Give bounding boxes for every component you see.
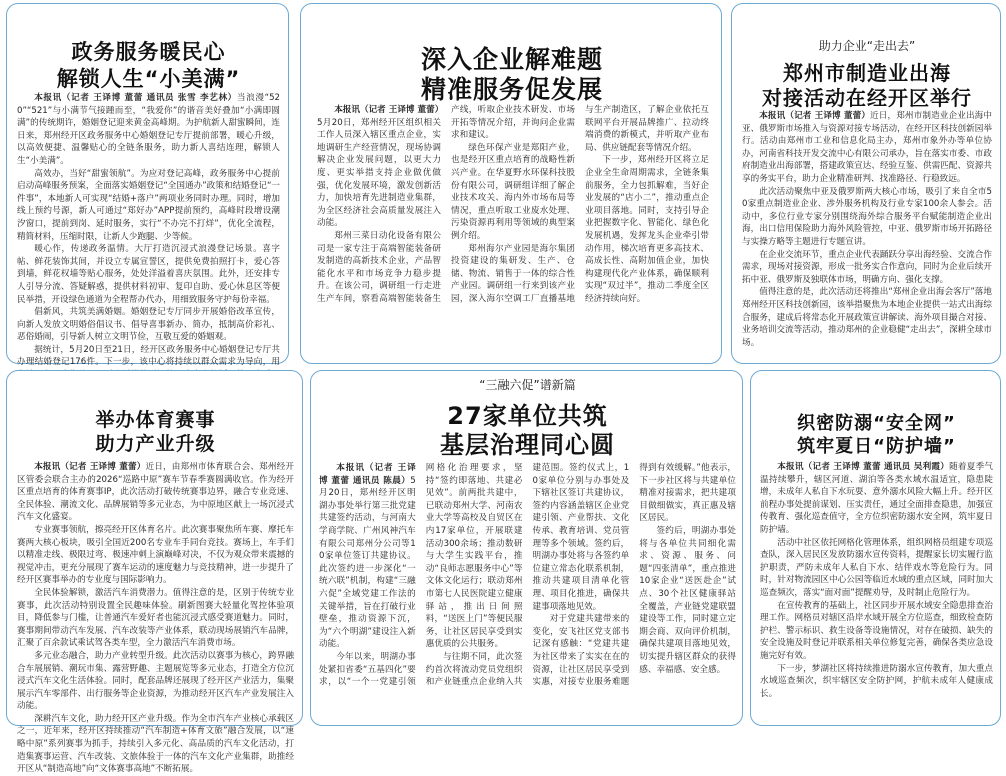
article-title-line1: 27家单位共筑 <box>447 402 608 430</box>
paragraph: 绿色环保产业是郑阳产业，也是经开区重点培育的战略性新兴产业。在华夏野水环保科技股份有限公司，调研组详细了解企业技术攻关、海内外市场布局等情况，重点听取工业废水处理、污染资源再利用等领域的典型案例介绍。 <box>451 142 575 241</box>
paragraph: 全民体验解锁，激活汽车消费潜力。值得注意的是，区别于传统专业赛事，此次活动特别设置全民趣味体验。刷新图赛大轻量化驾控体验项目，降低参与门槛，让普通汽车爱好者也能沉浸式感受赛道魅力。同时，赛事期间带动汽车发展、汽车改装等产业体系，联动现场展销汽车品牌，汇聚了百余款试乘试驾各类车型，全力激活汽车消费市场。 <box>17 587 294 649</box>
article-body <box>319 462 736 719</box>
paragraph: 5月20日，郑州经开区组织相关工作人员深入辖区重点企业，实地调研生产经营情况，现场协调解决企业发展问题，以更大力度、更实举措支持企业做优做强，优化发展环境，激发创新活力，加快培育先进制造业集群，为全区经济社会高质量发展注入动能。 <box>317 117 441 229</box>
article-box-grassroots-governance <box>310 370 743 726</box>
paragraph: 在企业交流环节，重点企业代表踊跃分享出海经验、交流合作需求，现场对接资源，形成一批务实合作意向，同时为企业后续开拓中亚、俄罗斯及独联体市场，明确方向、强化支撑。 <box>742 249 992 285</box>
paragraph: 专业赛事领航，擦亮经开区体育名片。此次赛事聚焦所车赛、摩托车赛两大核心板块，吸引全国近200名专业车手同台竞技。赛场上，车手们以精准走线、极限过弯、极速冲刺上演巅峰对决，不仅为观众带来震撼的视觉冲击，更充分展现了赛车运动的速度魅力与竞技精神，进一步提升了经开区赛事举办的专业度与国际影响力。 <box>17 524 294 586</box>
article-title-line2: 解锁人生“小美满” <box>56 67 241 91</box>
article-body <box>17 92 280 368</box>
article-box-government-service <box>6 3 289 368</box>
byline: 本报讯（记者 王译博 董蕾） <box>334 105 444 115</box>
paragraph: 倡新风，共筑美满婚姻。婚姻登记专厅同步开展婚俗改革宣传，向新人发放文明婚俗倡议书、倡导喜事新办、简办，抵制高价彩礼、恶俗婚闹，引导新人树立文明节俭，互敬互爱的婚姻观。 <box>17 307 280 343</box>
paragraph: 值得注意的是，此次活动还将推出“郑州企业出海会客厅”落地郑州经开区科技创新园，该举措聚焦为本地企业提供一站式出海综合服务，建成后将常态化开展政策宣讲解读、海外项目撮合对接、业务培训交流等活动，推动郑州的企业稳健“走出去”，深耕全球市场。 <box>742 287 992 348</box>
paragraph: 此次活动聚焦中亚及俄罗斯两大核心市场，吸引了来自全市50家重点制造业企业、涉外服务机构及行业专家100余人参会。活动中，多位行业专家分别围绕海外综合服务平台赋能制造企业出海，出口信用保险助力海外风险管控，中亚、俄罗斯市场开拓路径与实操方略等主题进行专题宣讲。 <box>742 186 992 247</box>
article-kicker: “三融六促”谱新篇 <box>479 378 576 392</box>
article-title-line2: 精准服务促发展 <box>420 75 603 104</box>
article-box-manufacturing-overseas <box>731 3 1001 364</box>
article-title-line1: 举办体育赛事 <box>95 409 216 431</box>
paragraph: 下一步，郑州经开区将立足企业全生命周期需求，全链条集前服务，全力包抓解难，当好企业发展的“店小二”，推动重点企业项目落地。同时，支持引导企业把握数字化、智能化、绿色化发展机遇，发挥龙头企业牵引带动作用，梯次培育更多高技术、高成长性、高附加值企业，加快构建现代化产业体系，确保顺利实现“双过半”，推动二季度全区经济持续向好。 <box>585 155 709 304</box>
paragraph: 近日，由郑州市体育联合会、郑州经开区管委会联合主办的2026“巡路中原”赛车节春季赛圆满收官。作为经开区重点培育的体育赛事IP，此次活动打破传统赛事边界，融合专业竞速、全民体验、潮流文化、品牌展销等多元业态，为中原地区献上一场沉浸式汽车文化盛宴。 <box>17 462 294 523</box>
article-box-drowning-prevention <box>750 370 1001 726</box>
paragraph: 今年以来，明湖办事处紧扣省委“五基四化”要求，以“一个一党建引领网格化治理要求，坚持“签约即落地、共建必见效”。前两批共建中，已联动郑州大学、河南农业大学等高校及自贸区在内17家单位，开展联建活动300余场；推动数研与大学生实践平台，推动“良师志愿服务中心”等文体文化运行；联动郑州市第七人民医院建立健康驿站，推出日间照料，“送医上门”等便民服务，让社区居民享受到实惠优质的公共服务。 <box>319 463 523 688</box>
article-title-line2: 对接活动在经开区举行 <box>762 86 972 110</box>
byline: 本报讯（记者 王译博 董蕾） <box>759 111 871 121</box>
paragraph: 近日，郑州市制造业企业出海中亚、俄罗斯市场推入与资源对接专场活动，在经开区科技创新园举行。活动由郑州市工业和信息化局主办，郑州市象外办等单位协办，河南省科技开发交流中心有限公司承办，旨在落实市委、市政府制造业出海部署，搭建政策宣达、经验互鉴、供需匹配、资源共享的务实平台，助力企业精准研判、找准路径、行稳致远。 <box>742 111 992 184</box>
paragraph: 与往期不同，此次签约首次将流动党员党组织和产业链重点企业纳入共建范围。签约仪式上，10家单位分别与办事处及下辖社区签订共建协议，签约内容涵盖辖区企业党建引领、产业帮扶、文化传承、教育培训、党员管理等多个领域。签约后，明湖办事处将与各签约单位建立常态化联系机制，推动共建项目清单化管理、项目化推进，确保共建事项落地见效。 <box>425 463 630 688</box>
byline: 本报讯（记者 王译博 董蕾 通讯员 陈晨） <box>319 463 416 486</box>
paragraph: 当浪漫“520”“521”与小满节气接踵而至，“我爱你”的谐音美好叠加“小满即圆满”的传统期许，婚姻登记迎来黄金高峰期。为护航新人甜蜜瞬间，连日来，郑州经开区政务服务中心婚姻登记专厅提前部署，暖心升级，以高效便捷、温馨贴心的全链条服务，助力新人喜结连理，解锁人生“小美满”。 <box>17 93 280 166</box>
article-kicker: 助力企业“走出去” <box>818 39 916 53</box>
byline: 本报讯（记者 王译博 董蕾） <box>34 462 146 472</box>
paragraph: 多元业态融合，助力产业转型升级。此次活动以赛事为核心，跨界融合车展展销、潮玩市集、露营野趣、主题展览等多元业态，打造全方位沉浸式汽车文化生活体验。同时，配套品牌还展现了经开区产业活力，集聚展示汽车零部件、出行服务等企业资源，为推动经开区汽车产业发展注入动能。 <box>17 650 294 712</box>
article-title-line2: 筑牢夏日“防护墙” <box>797 436 956 457</box>
paragraph: 下一步，梦湖社区将持续推进防溺水宣传教育，加大重点水域巡查频次，织牢辖区安全防护网，护航未成年人健康成长。 <box>760 663 993 699</box>
paragraph: 在宣传教育的基础上，社区同步开展水域安全隐患排查治理工作。网格员对辖区沿岸水域开展全方位巡查，细致检查防护栏、警示标识、救生设备等设施情况，对存在破损、缺失的安全设施及时登记并联系相关单位修复完善，确保各类应急设施完好有效。 <box>760 600 993 661</box>
byline: 本报讯（记者 王译博 董蕾 通讯员 吴利霞） <box>777 462 950 472</box>
article-title-line1: 郑州市制造业出海 <box>783 61 951 85</box>
article-title-line1: 深入企业解难题 <box>420 45 603 74</box>
paragraph: 郑州三菜日动化设备有限公司是一家专注于高端智能装备研发制造的高新技术企业，产品智能化水平和市场竞争力稳步提升。在该公司，调研组一行走进生产车间，察看高端智能装备生产线，听取企业技术研发、市场开拓等情况介绍，并询问企业需求和建议。 <box>317 105 575 304</box>
paragraph: 郑州海尔产业园是海尔集团投资建设的集研发、生产、仓储、物流、销售于一体的综合性产业园。调研组一行来到该产业园，深入海尔空调工厂直播基地与生产制造区，了解企业依托互联网平台开展品牌推广、拉动终端消费的新模式，并听取产业布局、供应链配套等情况介绍。 <box>451 105 709 304</box>
article-body <box>17 461 294 775</box>
paragraph: 高效办，当好“甜蜜领航”。为应对登记高峰，政务服务中心提前启动高峰服务预案，全面落实婚姻登记“全国通办”政策和结婚登记“一件事”，本地新人可实现“结婚+落户”两项业务同时办理。同时，增加线上预约号源，新人可通过“郑好办”APP提前预约，高峰时段增设潮汐窗口，提前到岗、延时服务，实行“不办完不打烊”，优化全流程，精简材料，压缩时限，让新人少跑腿、少等候。 <box>17 168 280 242</box>
article-title-line2: 助力产业升级 <box>95 433 216 455</box>
article-body <box>742 110 992 357</box>
article-title-line1: 织密防溺“安全网” <box>797 413 956 434</box>
paragraph: 5月20日，郑州经开区明湖办事处举行第三批党建共建签约活动，与河南大学商学院、广州风神汽车有限公司郑州分公司等10家单位签订共建协议。此次签约进一步深化“一统六联”机制，构建“三融六促”全域党建工作法的关键举措，旨在打破行业壁垒，推动资源下沉，为“六个明湖”建设注入新动能。 <box>319 475 416 650</box>
paragraph: 随着夏季气温持续攀升，辖区河道、湖泊等各类水域水温适宜，隐患陡增，未成年人私自下水玩耍、意外溺水风险大幅上升。经开区前程办事处提前谋划、压实责任，通过全面排查隐患，加强宣传教育、强化巡查值守，全方位织密防溺水安全网，筑牢夏日防护墙。 <box>760 462 993 535</box>
byline: 本报讯（记者 王译博 董蕾 通讯员 张雪 李艺林） <box>34 93 237 103</box>
article-title-line1: 政务服务暖民心 <box>71 40 226 64</box>
paragraph: 对于党建共建带来的变化，安飞社区党支部书记深有感触：“党建共建为社区带来了实实在在的资源，让社区居民享受到实惠，对接专业服务难题得到有效缓解。”他表示，下一步社区将与共建单位精准对接需求，把共建项目做细做实，真正惠及辖区居民。 <box>532 463 736 688</box>
paragraph: 据统计，5月20日至21日，经开区政务服务中心婚姻登记专厅共办理结婚登记176件。下一步，该中心将持续以群众需求为导向，用 <box>17 344 280 368</box>
article-title-line2: 基层治理同心圆 <box>440 431 615 459</box>
paragraph: 深耕汽车文化，助力经开区产业升级。作为全市汽车产业核心承载区之一，近年来，经开区持续推动“汽车制造+体育文旅”融合发展，以“速略中原”系列赛事为抓手，持续引入多元化、高品质的汽车文化活动，打造集赛事运营、汽车改装、文旅体验于一体的汽车文化产业集群，助推经开区从“制造高地”向“文体赛事高地”不断拓展。 <box>17 713 294 775</box>
paragraph: 暖心作，传递政务温情。大厅打造沉浸式浪漫登记场景。喜字帖、鲜花装饰其间，并设立专属宣誓区，提供免费拍照打卡，爱心答到墙，鲜花权墙等贴心服务，处处洋溢着喜庆氛围。此外，还安排专人引导分流、答疑解惑，提供材料初审、复印自助、爱心休息区等便民举措，开设绿色通道为全程帮办代办，用细致服务守护每份幸福。 <box>17 244 280 305</box>
article-box-enterprise-service <box>300 3 722 364</box>
article-body <box>317 104 709 309</box>
article-box-sports-events <box>6 370 303 775</box>
paragraph: 签约后，明湖办事处将与各单位共同细化需求、资源、服务、问题“四张清单”，重点推进10家企业“送医赴企”试点、30个社区健康驿站全覆盖，产业链党建联盟建设等工作，同时建立定期会商、双向评价机制，确保共建项目落地见效，切实提升辖区群众的获得感、幸福感、安全感。 <box>639 525 736 675</box>
article-body <box>760 461 993 719</box>
paragraph: 活动中社区依托网格化管理体系，组织网格员组建专项巡查队，深入居民区发放防溺水宣传资料，提醒家长切实履行监护职责，严防未成年人私自下水、结伴戏水等危险行为。同时，针对物流园区中心公园等临近水域的重点区域，同时加大巡查频次，落实“面对面”提醒劝导，及时制止危险行为。 <box>760 537 993 598</box>
